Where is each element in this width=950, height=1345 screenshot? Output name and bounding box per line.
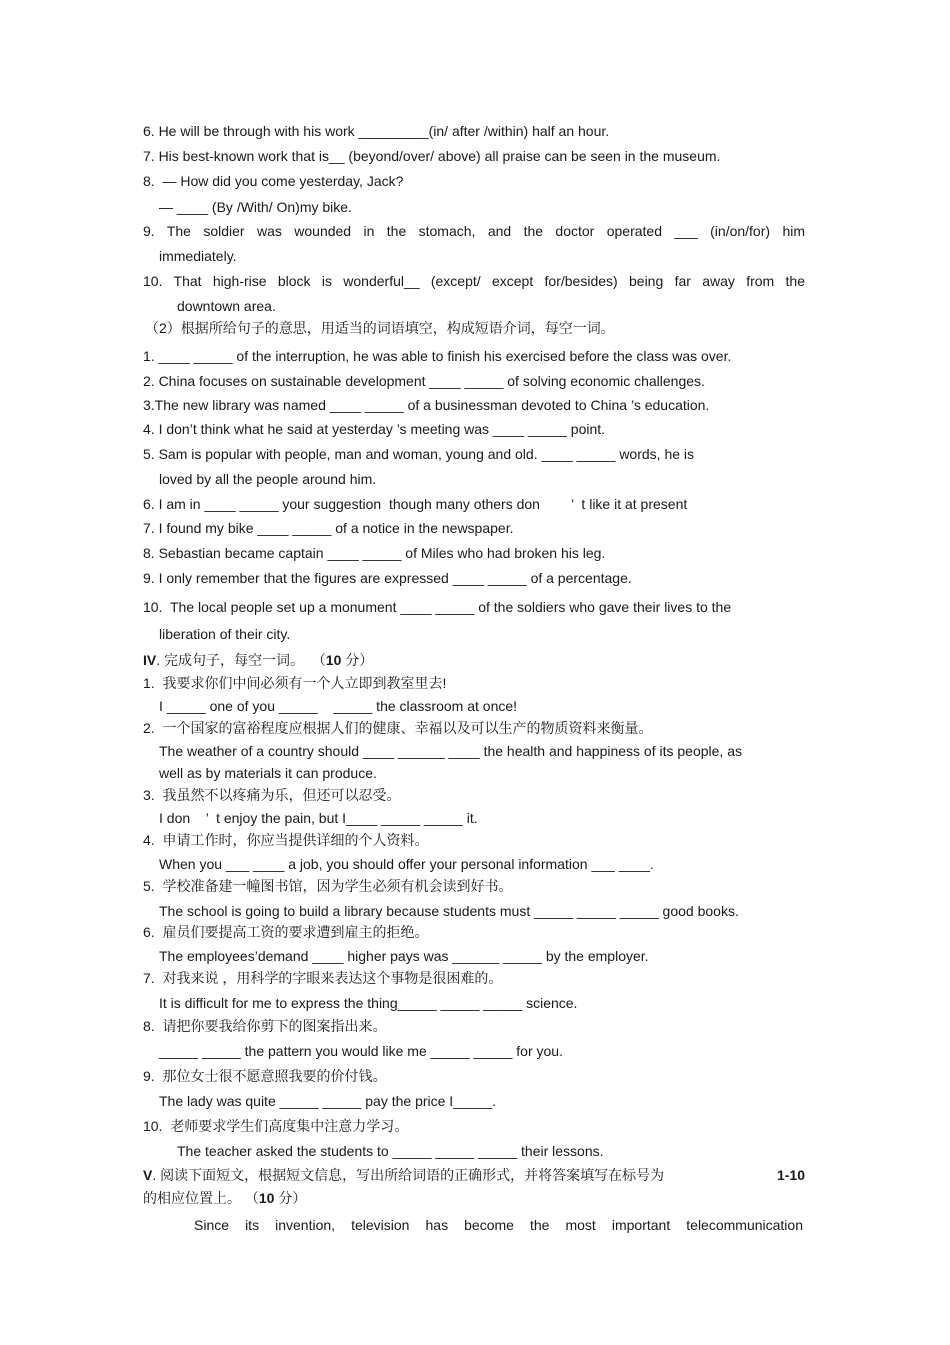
prompt-chinese: 7. 对我来说 ，用科学的字眼来表达这个事物是很困难的。 bbox=[143, 970, 503, 986]
prompt-chinese: 8. 请把你要我给你剪下的图案指出来。 bbox=[143, 1018, 387, 1034]
exercise-line: 6. I am in ____ _____ your suggestion though many others don ’ t like it at present bbox=[143, 496, 688, 512]
exercise-line: 5. Sam is popular with people, man and woman, young and old. ____ _____ words, he is bbox=[143, 446, 695, 462]
exercise-line: 9. I only remember that the figures are expressed ____ _____ of a percentage. bbox=[143, 570, 632, 586]
answer-line: It is difficult for me to express the thing_____ _____ _____ science. bbox=[159, 995, 578, 1011]
answer-line: The weather of a country should ____ ______ ____ the health and happiness of its people, as bbox=[159, 743, 742, 759]
prompt-chinese: 2. 一个国家的富裕程度应根据人们的健康、幸福以及可以生产的物质资料来衡量。 bbox=[143, 720, 653, 736]
exercise-line: 3.The new library was named ____ _____ of a businessman devoted to China ’s education. bbox=[143, 397, 710, 413]
exercise-line: — ____ (By /With/ On)my bike. bbox=[159, 199, 352, 215]
prompt-chinese: 10. 老师要求学生们高度集中注意力学习。 bbox=[143, 1118, 409, 1134]
answer-line: The employees’demand ____ higher pays was ______ _____ by the employer. bbox=[159, 948, 649, 964]
answer-line: The school is going to build a library because students must _____ _____ _____ good books. bbox=[159, 903, 739, 919]
exercise-line: 8. — How did you come yesterday, Jack? bbox=[143, 173, 404, 189]
exercise-line: 10. That high-rise block is wonderful__ (except/ except for/besides) being far away from the bbox=[143, 273, 805, 289]
answer-line: When you ___ ____ a job, you should offer your personal information ___ ____. bbox=[159, 856, 654, 872]
exercise-line: 4. I don’t think what he said at yesterday ’s meeting was ____ _____ point. bbox=[143, 421, 606, 437]
exercise-line: 7. His best-known work that is__ (beyond/over/ above) all praise can be seen in the museum. bbox=[143, 148, 721, 164]
exercise-line: 2. China focuses on sustainable development ____ _____ of solving economic challenges. bbox=[143, 373, 705, 389]
prompt-chinese: 1. 我要求你们中间必须有一个人立即到教室里去! bbox=[143, 675, 447, 691]
answer-line: The teacher asked the students to _____ _____ _____ their lessons. bbox=[177, 1143, 604, 1159]
exercise-line: downtown area. bbox=[177, 298, 276, 314]
answer-line: The lady was quite _____ _____ pay the price I_____. bbox=[159, 1093, 497, 1109]
exercise-line: loved by all the people around him. bbox=[159, 471, 377, 487]
answer-line: well as by materials it can produce. bbox=[159, 765, 377, 781]
exercise-line: 8. Sebastian became captain ____ _____ of Miles who had broken his leg. bbox=[143, 545, 606, 561]
answer-line: _____ _____ the pattern you would like me _____ _____ for you. bbox=[159, 1043, 563, 1059]
exercise-line: immediately. bbox=[159, 248, 237, 264]
prompt-chinese: 5. 学校准备建一幢图书馆，因为学生必须有机会读到好书。 bbox=[143, 878, 513, 894]
exercise-line: 1. ____ _____ of the interruption, he was able to finish his exercised before the class was over. bbox=[143, 348, 732, 364]
answer-range: 1-10 bbox=[776, 1167, 805, 1183]
answer-line: I _____ one of you _____ _____ the classroom at once! bbox=[159, 698, 518, 714]
prompt-chinese: 9. 那位女士很不愿意照我要的价付钱。 bbox=[143, 1068, 387, 1084]
exercise-line: 6. He will be through with his work _________(in/ after /within) half an hour. bbox=[143, 123, 610, 139]
section-heading: V. 阅读下面短文，根据短文信息，写出所给词语的正确形式，并将答案填写在标号为 bbox=[143, 1167, 665, 1183]
section-heading: IV. 完成句子，每空一词。 （10 分） bbox=[143, 652, 374, 668]
exercise-line: 9. The soldier was wounded in the stomach, and the doctor operated ___ (in/on/for) him bbox=[143, 223, 805, 239]
exercise-line: 10. The local people set up a monument ____ _____ of the soldiers who gave their lives to the bbox=[143, 599, 732, 615]
section-heading: （2）根据所给句子的意思，用适当的词语填空，构成短语介词，每空一词。 bbox=[145, 320, 615, 336]
prompt-chinese: 4. 申请工作时，你应当提供详细的个人资料。 bbox=[143, 832, 429, 848]
exercise-line: liberation of their city. bbox=[159, 626, 291, 642]
answer-line: I don ’ t enjoy the pain, but I____ _____ _____ it. bbox=[159, 810, 478, 826]
exercise-line: 7. I found my bike ____ _____ of a notice in the newspaper. bbox=[143, 520, 514, 536]
prompt-chinese: 6. 雇员们要提高工资的要求遭到雇主的拒绝。 bbox=[143, 924, 429, 940]
passage-text: Since its invention, television has become the most important telecommunication bbox=[194, 1217, 803, 1233]
prompt-chinese: 3. 我虽然不以疼痛为乐，但还可以忍受。 bbox=[143, 787, 401, 803]
section-heading-cont: 的相应位置上。 （10 分） bbox=[143, 1190, 307, 1206]
